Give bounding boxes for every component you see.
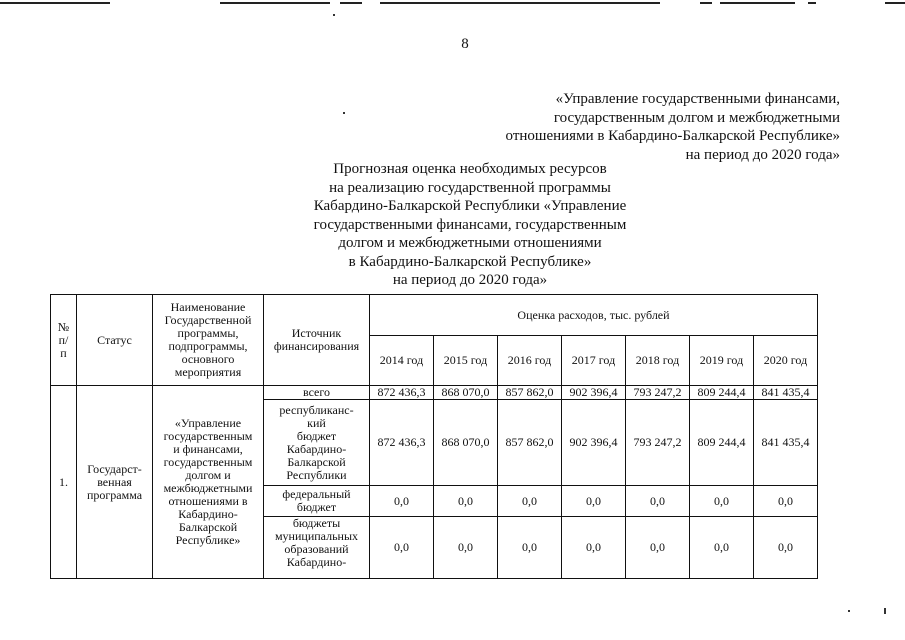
header-status: Статус [77, 295, 153, 386]
value-cell: 0,0 [626, 517, 690, 579]
header-year: 2018 год [626, 336, 690, 386]
heading-line: государственными финансами, государственным [313, 216, 627, 233]
value-cell: 0,0 [370, 517, 434, 579]
header-source: Источник финансирования [264, 295, 370, 386]
header-year: 2019 год [690, 336, 754, 386]
value-cell: 0,0 [434, 517, 498, 579]
header-year: 2015 год [434, 336, 498, 386]
value-cell: 809 244,4 [690, 386, 754, 400]
row-program-name: «Управление государственным и финансами, государственным долгом и межбюджетными отношениями в Кабардино- Балкарской Республике» [153, 386, 264, 579]
value-cell: 0,0 [562, 517, 626, 579]
header-estimate: Оценка расходов, тыс. рублей [370, 295, 818, 336]
approval-line: на период до 2020 года» [685, 146, 840, 163]
approval-line: государственным долгом и межбюджетными [553, 109, 840, 126]
value-cell: 0,0 [562, 486, 626, 517]
header-year: 2017 год [562, 336, 626, 386]
heading-line: долгом и межбюджетными отношениями [338, 235, 602, 251]
value-cell: 872 436,3 [370, 386, 434, 400]
approval-line: «Управление государственными финансами, [555, 91, 840, 107]
header-year: 2014 год [370, 336, 434, 386]
value-cell: 841 435,4 [754, 400, 818, 486]
scan-speck [848, 610, 850, 612]
value-cell: 0,0 [498, 486, 562, 517]
value-cell: 0,0 [754, 486, 818, 517]
value-cell: 841 435,4 [754, 386, 818, 400]
document-heading [230, 160, 710, 290]
value-cell: 0,0 [690, 517, 754, 579]
header-year: 2020 год [754, 336, 818, 386]
value-cell: 868 070,0 [434, 400, 498, 486]
value-cell: 902 396,4 [562, 400, 626, 486]
resource-estimate-table [50, 294, 818, 579]
heading-line: Кабардино-Балкарской Республики «Управление [313, 198, 627, 214]
value-cell: 0,0 [370, 486, 434, 517]
value-cell: 0,0 [754, 517, 818, 579]
header-number: № п/ п [51, 295, 77, 386]
heading-line: на период до 2020 года» [392, 272, 548, 288]
row-number: 1. [51, 386, 77, 579]
source-federal-budget: федеральный бюджет [264, 486, 370, 517]
heading-line: на реализацию государственной программы [329, 179, 611, 196]
scan-speck [333, 14, 335, 16]
source-municipal-budgets: бюджеты муниципальных образований Кабардино- [264, 517, 370, 579]
approval-line: отношениями в Кабардино-Балкарской Республике» [505, 128, 840, 144]
heading-line: Прогнозная оценка необходимых ресурсов [333, 161, 607, 177]
value-cell: 0,0 [690, 486, 754, 517]
source-republican-budget: республиканс- кий бюджет Кабардино- Балкарской Республики [264, 400, 370, 486]
value-cell: 857 862,0 [498, 400, 562, 486]
value-cell: 868 070,0 [434, 386, 498, 400]
value-cell: 902 396,4 [562, 386, 626, 400]
scan-speck [343, 112, 345, 114]
scan-speck [884, 608, 886, 614]
header-name: Наименование Государственной программы, подпрограммы, основного мероприятия [153, 295, 264, 386]
value-cell: 0,0 [434, 486, 498, 517]
source-total: всего [264, 386, 370, 400]
scan-artifact-top [0, 0, 905, 8]
value-cell: 809 244,4 [690, 400, 754, 486]
approval-reference [420, 90, 840, 164]
value-cell: 793 247,2 [626, 400, 690, 486]
value-cell: 0,0 [498, 517, 562, 579]
value-cell: 0,0 [626, 486, 690, 517]
value-cell: 872 436,3 [370, 400, 434, 486]
header-year: 2016 год [498, 336, 562, 386]
heading-line: в Кабардино-Балкарской Республике» [348, 253, 592, 270]
page-number: 8 [461, 36, 469, 52]
row-status: Государст- венная программа [77, 386, 153, 579]
value-cell: 793 247,2 [626, 386, 690, 400]
value-cell: 857 862,0 [498, 386, 562, 400]
